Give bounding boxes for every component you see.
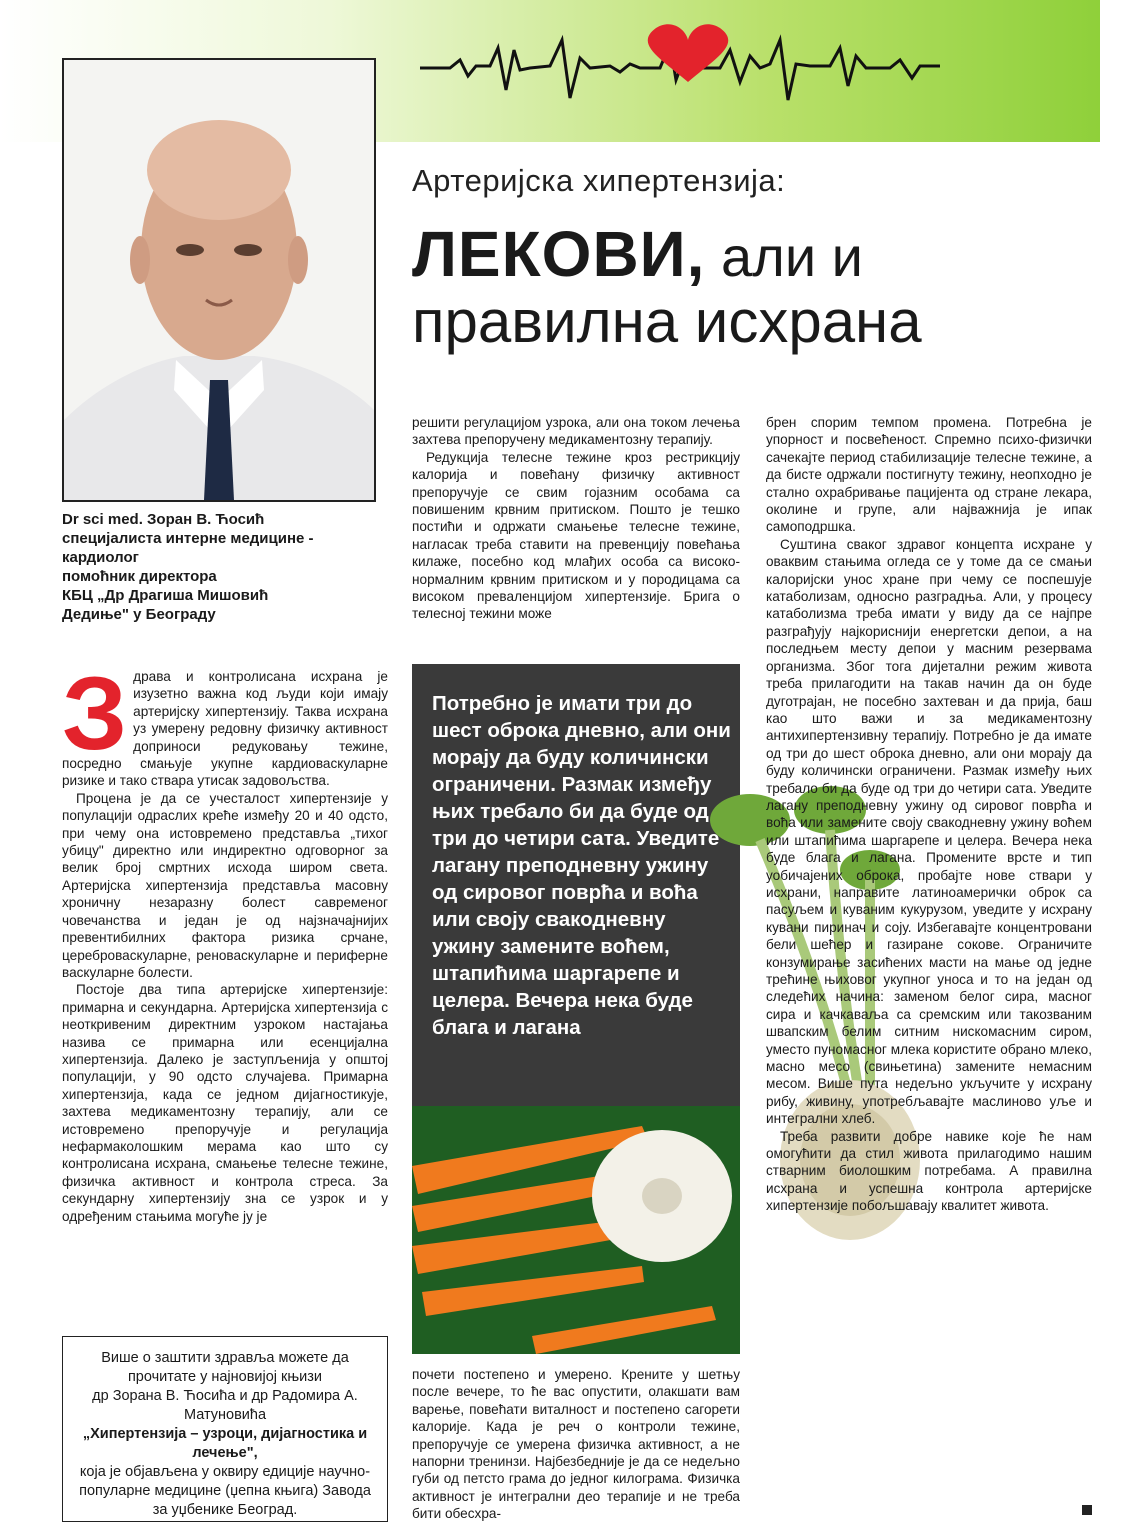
title-small: али и xyxy=(705,225,863,288)
author-position: помоћник директора xyxy=(62,568,217,585)
author-city: Дедиње" у Београду xyxy=(62,606,216,623)
author-credits xyxy=(62,510,382,624)
info-book-title: „Хипертензија – узроци, дијагностика и лечење", xyxy=(82,1426,368,1461)
paragraph: брен спорим темпом промена. Потребна је упорност и посвећеност. Спремно психо-физички сачекајте период стабилизације телесне тежине, а да бисте одржали постигнуту тежину, неопходно је стално охрабривање пацијента од стране лекара, околине и групе, али најважнија је ипак самоподршка. xyxy=(766,415,1092,535)
author-institution: КБЦ „Др Драгиша Мишовић xyxy=(62,587,269,604)
author-specialty: специјалиста интерне медицине - xyxy=(62,530,314,547)
pull-quote-text: Потребно је имати три до шест оброка дневно, али они морају да буду количински ограничени. Размак између њих требало би да буде од три до четири сата. Уведите лагану преподневну ужину од сировог поврћа и воћа или своју свакодневну ужину замените воћем, штапићима шаргарепе и целера. Вечера нека буде блага и лагана xyxy=(432,692,731,1039)
ecg-heartbeat-icon xyxy=(420,20,940,125)
paragraph: почети постепено и умерено. Крените у шетњу после вечере, то ће вас опустити, олакшати вам варење, повећати виталност и постепено сагорети калорије. Када је реч о контроли тежине, препоручује се умерена физичка активност, а не напорни тренинзи. Најбезбедније је да се недељно губи од петсто грама до једног килограма. Физичка активност је интегрални део терапије и не треба бити обесхра- xyxy=(412,1367,740,1522)
heart-icon xyxy=(648,24,728,82)
paragraph: Процена је да се учесталост хипертензије у популацији одраслих креће између 20 и 40 одсто, при чему она истовремено представља „тихог убицу" директно или индиректно одговорног за велик број смртних исхода широм света. Артеријска хипертензија представља масовну хроничну незаразну болест савременог човечанства и један је од најзначајнијих превентибилних фактора ризика срчане, цереброваскуларне, реноваскуларне и периферне васкуларне болести. xyxy=(62,790,388,980)
paragraph: решити регулацијом узрока, али она током лечења захтева препоручену медикаментозну терапију. xyxy=(412,415,740,448)
author-photo xyxy=(62,58,376,502)
drop-cap: З xyxy=(62,656,128,772)
author-specialty-2: кардиолог xyxy=(62,549,139,566)
paragraph: Суштина сваког здравог концепта исхране у оваквим стањима огледа се у томе да се смањи калоријски унос хране при чему се поспешује катаболизам, односно разградња. Али, у процесу катаболизма треба имати у виду да се најпре разграђују најкориснији енергетски депои, а на последњем месту депои у масним резервама организма. Због тога дијетални режим живота треба прилагодити на такав начин да он буде дуготрајан, не посебно захтеван и да прија, баш као што важи и за медикаментозну антихипертензивну терапију. Потребно је да имате од три до шест оброка дневно, али они морају да буду количински ограничени. Размак између њих требало би да буде од три до четири сата. Уведите лагану преподневну ужину од сировог поврћа и воћа или замените своју свакодневну ужину воћем или штапићима шаргарепе и целера. Вечера нека буде блага и лагана. Промените врсте и тип уобичајених оброка, пробајте нове ствари у исхрани, направите латиноамерички оброк са пасуљем и куваним кукурузом, уведите у исхрану кувани пиринач и соју. Избегавајте концентровани бели шећер и газиране сокове. Ограничите конзумирање засићених масти на мање од једне трећине њиховог укупног уноса и то на један од следећих начина: заменом белог сира, масног сира и качкаваља са сремским или такозваним швапским белим ситним нискомасним сиром, уместо пуномасног млека користите обрано млеко, масно месо (свињетина) замените немасним месом. Више пута недељно укључите у исхрану рибу, живину, употребљавајте маслиново уље и интегрални хлеб. xyxy=(766,536,1092,1127)
column-middle-bottom xyxy=(412,1366,740,1523)
column-middle-top xyxy=(412,414,740,623)
article-kicker: Артеријска хипертензија: xyxy=(412,163,786,198)
column-right xyxy=(766,414,1092,1215)
info-authors: др Зорана В. Ћосића и др Радомира А. Матуновића xyxy=(92,1388,358,1423)
end-mark xyxy=(1082,1505,1092,1515)
title-line2: правилна исхрана xyxy=(412,288,922,355)
paragraph: Треба развити добре навике које ће нам омогућити да стил живота прилагодимо нашим стварним биолошким потребама. А правилна исхрана и успешна контрола артеријске хипертензије побољшавају квалитет живота. xyxy=(766,1128,1092,1214)
carrots-photo xyxy=(412,1106,740,1354)
paragraph: Здрава и контролисана исхрана је изузетно важна код људи који имају артеријску хипертензију. Таква исхрана уз умерену редовну физичку активност доприноси редуковању тежине, посредно смањује укупне кардиоваскуларне ризике и тако ствара утисак задовољства. xyxy=(62,656,388,789)
info-line: Више о заштити здравља можете да прочитате у најновијој књизи xyxy=(101,1350,349,1385)
paragraph: Постоје два типа артеријске хипертензије: примарна и секундарна. Артеријска хипертензија с неоткривеним директним узроком настајања назива се примарна или есенцијална хипертензија. Далеко је заступљенија у општој популацији, у 90 одсто случајева. Примарна хипертензија, када се једном дијагностикује, захтева медикаментозну терапију, али се истовремено препоручује и регулација нефармаколошким мерама као што су контролисана исхрана, смањење телесне тежине, физичка активност и контрола стреса. За секундарну хипертензију зна се узрок и у одређеним стањима могуће ју је xyxy=(62,982,388,1224)
paragraph: Редукција телесне тежине кроз рестрикцију калорија и повећану физичку активност препоручује се свим гојазним особама са повишеним крвним притиском. Пошто је тешко постићи и одржати смањење телесне тежине, нагласак треба ставити на превенцију повећања килаже, посебно код млађих особа са високо-нормалним крвним притиском и у породицама са високом преваленцијом хипертензије. Брига о телесној тежини може xyxy=(412,449,740,622)
author-name: Dr sci med. Зоран В. Ћосић xyxy=(62,511,265,528)
article-title xyxy=(412,218,922,355)
book-info-box xyxy=(62,1336,388,1522)
title-caps: ЛЕКОВИ, xyxy=(412,218,706,290)
info-publisher: која је објављена у оквиру едиције научно-популарне медицине (џепна књига) Завода за уџбенике Београд. xyxy=(79,1464,371,1518)
column-left xyxy=(62,656,388,1225)
